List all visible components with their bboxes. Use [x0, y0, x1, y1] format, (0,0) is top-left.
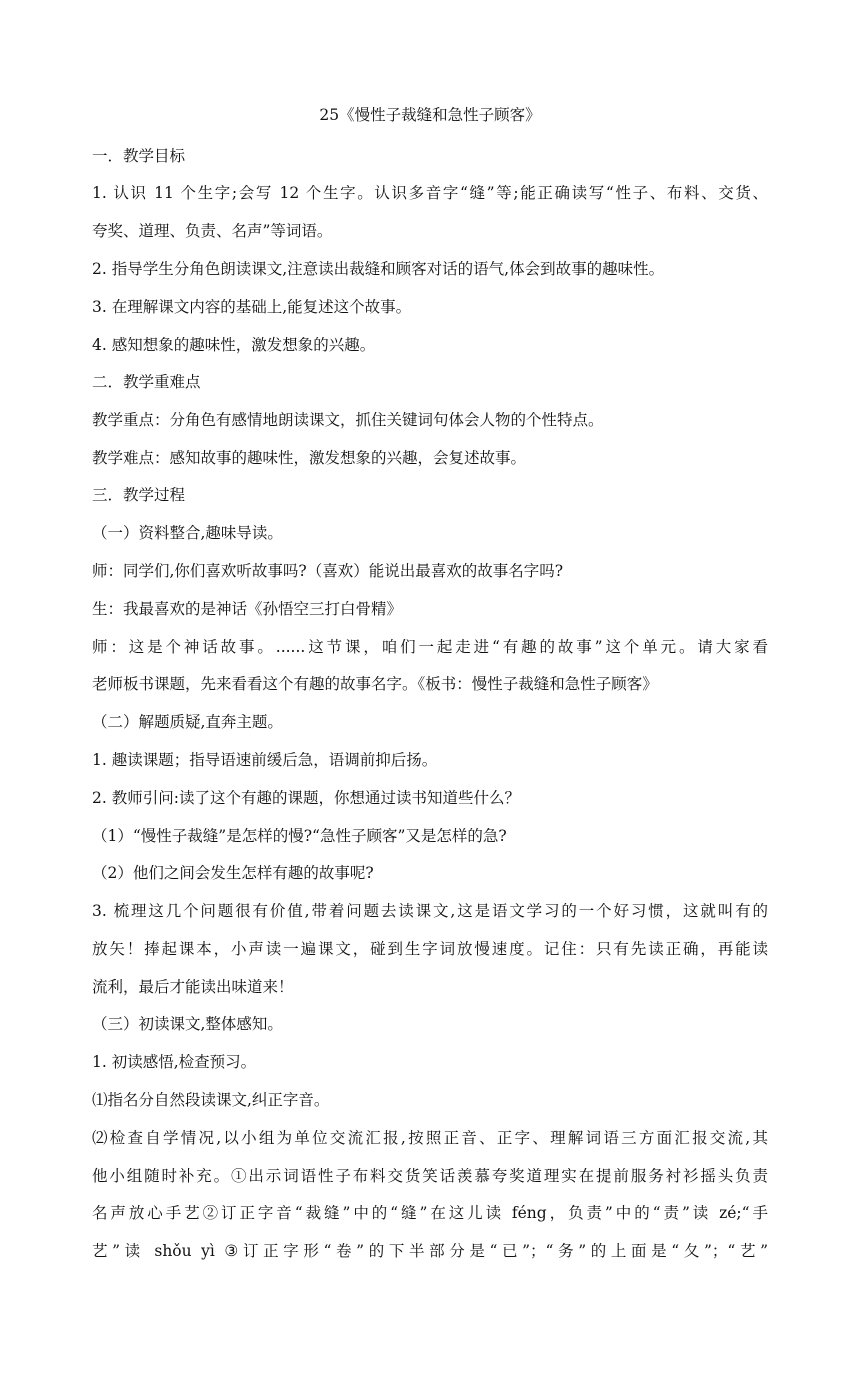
paragraph-line: 4. 感知想象的趣味性，激发想象的兴趣。: [92, 336, 376, 354]
paragraph-line: 2. 教师引问:读了这个有趣的课题，你想通过读书知道些什么？: [92, 789, 520, 807]
paragraph-line: 放矢！捧起课本，小声读一遍课文，碰到生字词放慢速度。记住：只有先读正确，再能读: [92, 940, 768, 958]
subsection-heading: （三）初读课文,整体感知。: [92, 1015, 283, 1033]
paragraph-line: 教学重点：分角色有感情地朗读课文，抓住关键词句体会人物的个性特点。: [92, 411, 604, 429]
paragraph-line: 3. 梳理这几个问题很有价值,带着问题去读课文,这是语文学习的一个好习惯，这就叫有的: [92, 902, 768, 920]
paragraph-line: ⑴指名分自然段读课文,纠正字音。: [92, 1091, 330, 1109]
paragraph-line: 老师板书课题，先来看看这个有趣的故事名字。《板书：慢性子裁缝和急性子顾客》: [92, 675, 658, 693]
paragraph-line: 1. 初读感悟,检查预习。: [92, 1053, 257, 1071]
subsection-heading: （二）解题质疑,直奔主题。: [92, 713, 283, 731]
paragraph-line: （1）“慢性子裁缝”是怎样的慢?“急性子顾客”又是怎样的急?: [92, 827, 507, 845]
paragraph-line: 夸奖、道理、负责、名声”等词语。: [92, 222, 333, 240]
section-heading-process: 三．教学过程: [92, 486, 186, 504]
paragraph-line: 1. 趣读课题；指导语速前缓后急，语调前抑后扬。: [92, 751, 438, 769]
paragraph-line: 师：这是个神话故事。......这节课，咱们一起走进“有趣的故事”这个单元。请大家看: [92, 638, 768, 656]
paragraph-line: 他小组随时补充。①出示词语性子布料交货笑话羡慕夸奖道理实在提前服务衬衫摇头负责: [92, 1167, 768, 1185]
section-heading-key-points: 二．教学重难点: [92, 373, 201, 391]
paragraph-line: 2. 指导学生分角色朗读课文,注意读出裁缝和顾客对话的语气,体会到故事的趣味性。: [92, 260, 665, 278]
section-heading-goals: 一．教学目标: [92, 147, 186, 165]
paragraph-line: 艺”读 shǒu yì ③订正字形“卷”的下半部分是“已”；“务”的上面是“夂”；“艺”: [92, 1242, 768, 1260]
document-title: 25《慢性子裁缝和急性子顾客》: [319, 106, 541, 124]
paragraph-line: （2）他们之间会发生怎样有趣的故事呢?: [92, 864, 374, 882]
paragraph-line: 名声放心手艺②订正字音“裁缝”中的“缝”在这儿读 féng，负责”中的“责”读 zé;“手: [92, 1204, 768, 1222]
paragraph-line: 生：我最喜欢的是神话《孙悟空三打白骨精》: [92, 600, 403, 618]
paragraph-line: 1. 认识 11 个生字;会写 12 个生字。认识多音字“缝”等;能正确读写“性子、布料、交货、: [92, 184, 768, 202]
paragraph-line: 3. 在理解课文内容的基础上,能复述这个故事。: [92, 298, 412, 316]
paragraph-line: 教学难点：感知故事的趣味性，激发想象的兴趣，会复述故事。: [92, 449, 527, 467]
paragraph-line: 师：同学们,你们喜欢听故事吗?（喜欢）能说出最喜欢的故事名字吗?: [92, 562, 564, 580]
subsection-heading: （一）资料整合,趣味导读。: [92, 524, 283, 542]
paragraph-line: ⑵检查自学情况,以小组为单位交流汇报,按照正音、正字、理解词语三方面汇报交流,其: [92, 1129, 768, 1147]
paragraph-line: 流利，最后才能读出味道来！: [92, 978, 294, 996]
